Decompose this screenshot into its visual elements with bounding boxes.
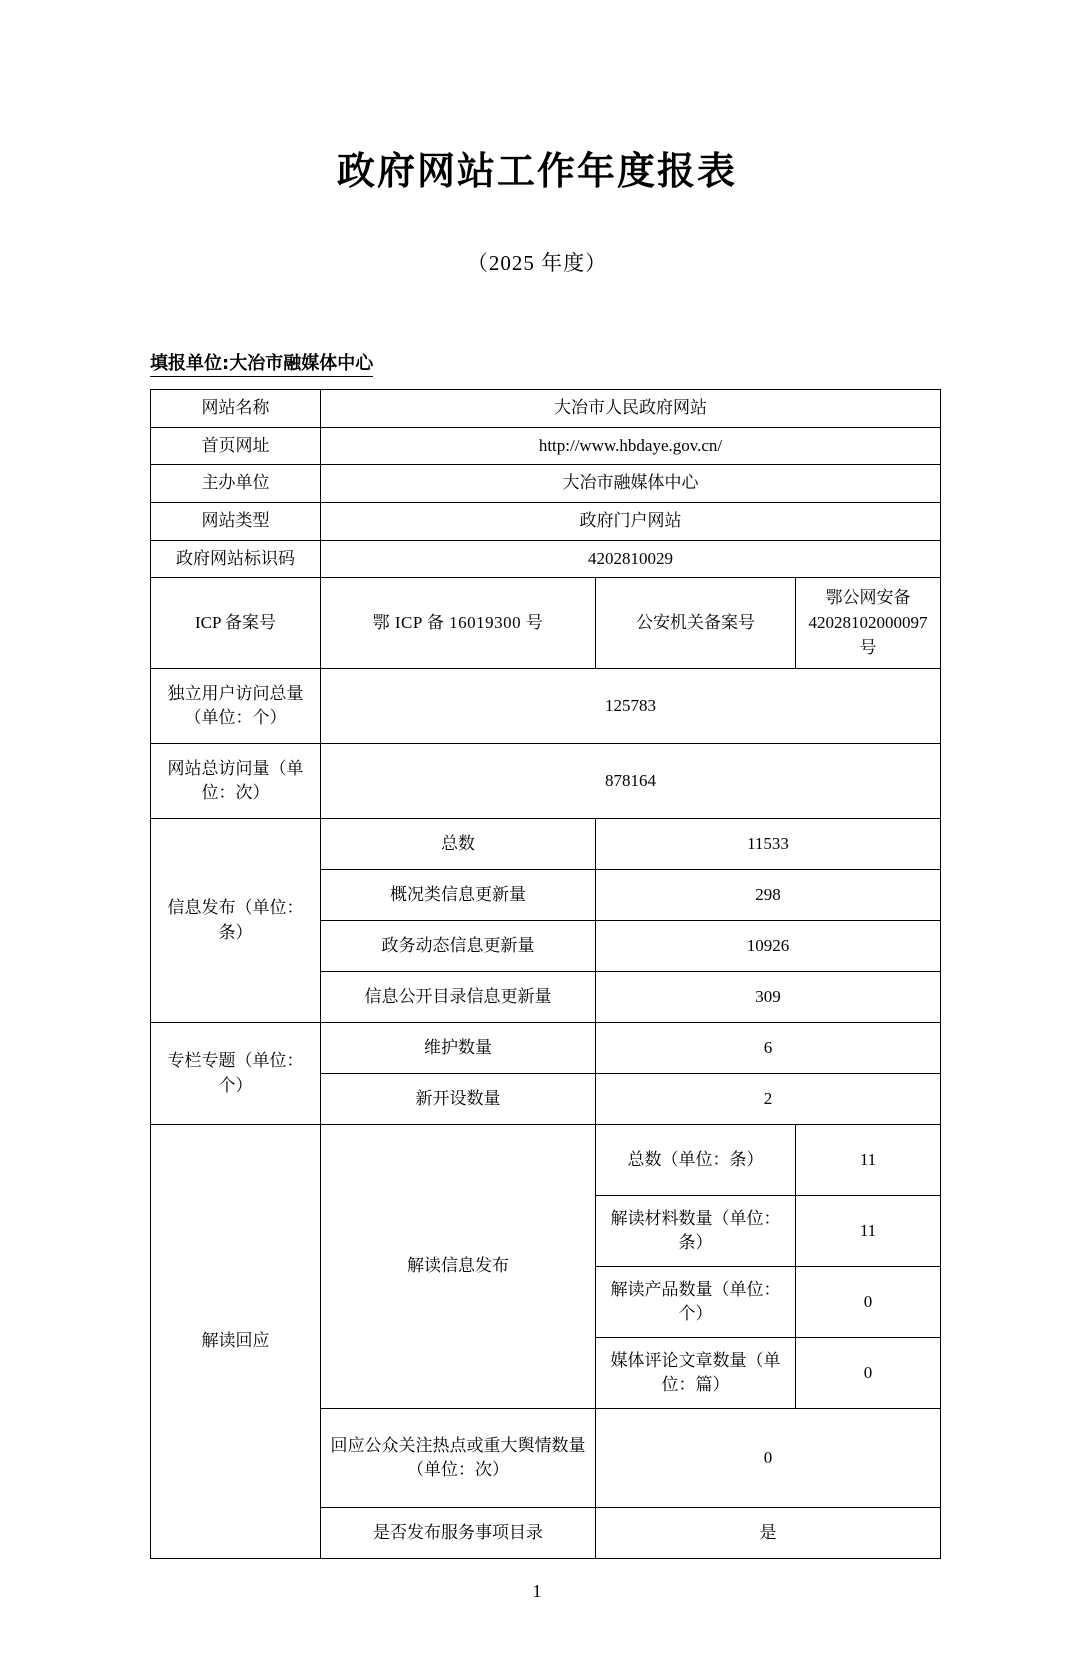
interpretation-item-label: 解读产品数量（单位：个）: [596, 1267, 796, 1338]
police-record-value: 鄂公网安备 42028102000097 号: [796, 578, 941, 669]
homepage-label: 首页网址: [151, 427, 321, 465]
homepage-value: http://www.hbdaye.gov.cn/: [321, 427, 941, 465]
site-type-label: 网站类型: [151, 502, 321, 540]
table-row: [151, 427, 941, 465]
interpretation-item-label: 解读材料数量（单位：条）: [596, 1196, 796, 1267]
table-row: [151, 390, 941, 428]
hotspot-response-value: 0: [596, 1409, 941, 1508]
interpretation-item-label: 媒体评论文章数量（单位：篇）: [596, 1338, 796, 1409]
table-row: [151, 1125, 941, 1196]
interpretation-item-label: 总数（单位：条）: [596, 1125, 796, 1196]
reporting-unit: 填报单位:大冶市融媒体中心: [150, 349, 373, 377]
unique-visitors-label: 独立用户访问总量（单位：个）: [151, 669, 321, 744]
column-topic-item-label: 新开设数量: [321, 1074, 596, 1125]
page-subtitle: （2025 年度）: [466, 251, 608, 275]
table-row: [151, 465, 941, 503]
total-visits-value: 878164: [321, 744, 941, 819]
host-unit-label: 主办单位: [151, 465, 321, 503]
icp-value: 鄂 ICP 备 16019300 号: [321, 578, 596, 669]
info-release-item-label: 政务动态信息更新量: [321, 921, 596, 972]
site-name-label: 网站名称: [151, 390, 321, 428]
interpretation-item-value: 0: [796, 1267, 941, 1338]
host-unit-value: 大冶市融媒体中心: [321, 465, 941, 503]
interpretation-release-label: 解读信息发布: [321, 1125, 596, 1409]
page-title: 政府网站工作年度报表: [336, 149, 737, 193]
site-code-value: 4202810029: [321, 540, 941, 578]
hotspot-response-label: 回应公众关注热点或重大舆情数量（单位：次）: [321, 1409, 596, 1508]
info-release-item-value: 298: [596, 870, 941, 921]
table-row: [151, 540, 941, 578]
interpretation-item-value: 0: [796, 1338, 941, 1409]
total-visits-label: 网站总访问量（单位：次）: [151, 744, 321, 819]
info-release-item-value: 10926: [596, 921, 941, 972]
police-record-label: 公安机关备案号: [596, 578, 796, 669]
column-topic-label: 专栏专题（单位：个）: [151, 1023, 321, 1125]
icp-label: ICP 备案号: [151, 578, 321, 669]
info-release-item-value: 309: [596, 972, 941, 1023]
info-release-item-label: 信息公开目录信息更新量: [321, 972, 596, 1023]
interpretation-label: 解读回应: [151, 1125, 321, 1559]
table-row: [151, 578, 941, 669]
page-number: 1: [532, 1581, 542, 1601]
service-catalog-label: 是否发布服务事项目录: [321, 1508, 596, 1559]
column-topic-item-value: 2: [596, 1074, 941, 1125]
site-type-value: 政府门户网站: [321, 502, 941, 540]
site-name-value: 大冶市人民政府网站: [321, 390, 941, 428]
column-topic-item-value: 6: [596, 1023, 941, 1074]
info-release-item-label: 概况类信息更新量: [321, 870, 596, 921]
unique-visitors-value: 125783: [321, 669, 941, 744]
info-release-item-value: 11533: [596, 819, 941, 870]
info-release-label: 信息发布（单位：条）: [151, 819, 321, 1023]
table-row: [151, 502, 941, 540]
table-row: [151, 669, 941, 744]
column-topic-item-label: 维护数量: [321, 1023, 596, 1074]
service-catalog-value: 是: [596, 1508, 941, 1559]
table-row: [151, 1023, 941, 1074]
interpretation-item-value: 11: [796, 1196, 941, 1267]
site-code-label: 政府网站标识码: [151, 540, 321, 578]
interpretation-item-value: 11: [796, 1125, 941, 1196]
document-page: [0, 140, 1074, 1660]
table-row: [151, 744, 941, 819]
info-release-item-label: 总数: [321, 819, 596, 870]
table-row: [151, 819, 941, 870]
annual-report-table: [150, 389, 941, 1559]
